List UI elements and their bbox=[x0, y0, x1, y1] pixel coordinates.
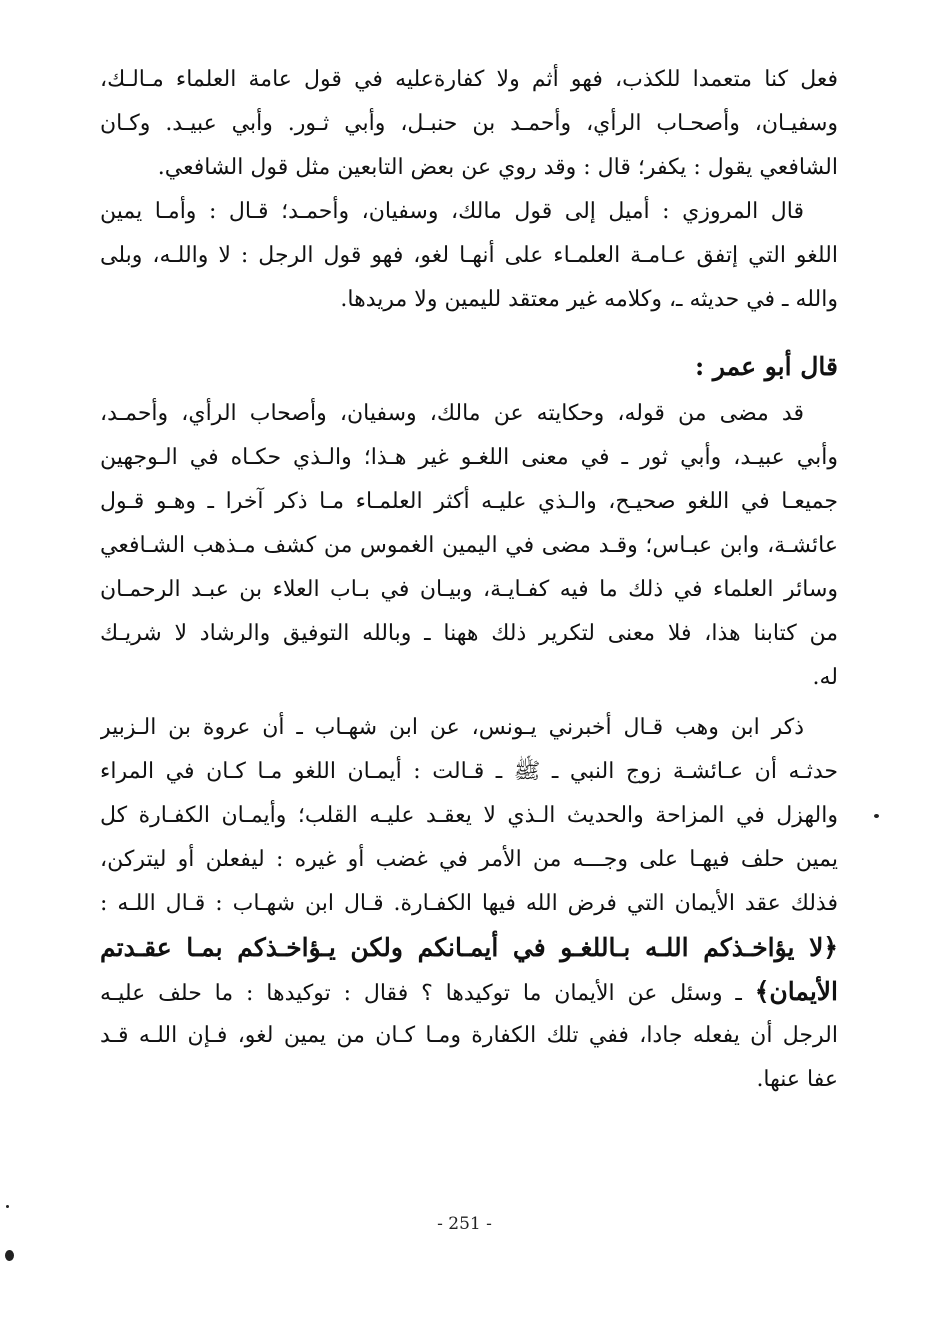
text-line: الرجل أن يفعله جادا، ففي تلك الكفارة ومـا كـان من يمين لغو، فـإن اللـه قـد bbox=[100, 1023, 838, 1048]
text-line: له. bbox=[812, 665, 838, 690]
paragraph-1 bbox=[100, 58, 838, 190]
scan-speck bbox=[874, 814, 879, 818]
scan-speck bbox=[6, 1205, 9, 1208]
section-heading: قال أبو عمر : bbox=[694, 352, 838, 381]
text-line: والهزل في المزاحة والحديث الـذي لا يعقـد عليـه القلب؛ وأيمـان الكفـارة كل bbox=[100, 803, 838, 828]
page-body bbox=[100, 58, 838, 1102]
text-span: ـ وسئل عن الأيمان ما توكيدها ؟ فقال : توكيدها : ما حلف عليـه bbox=[100, 981, 755, 1006]
text-line: وسفيـان، وأصحـاب الرأي، وأحمـد بن حنبـل، وأبي ثـور. وأبي عبيـد. وكـان bbox=[100, 111, 838, 136]
text-line: فعل كنا متعمدا للكذب، فهو أثم ولا كفارةعليه في قول عامة العلماء مـالـك، bbox=[100, 67, 838, 92]
paragraph-3 bbox=[100, 392, 838, 700]
text-line: ذكر ابن وهب قـال أخبرني يـونس، عن ابن شهـاب ـ أن عروة بن الـزبير bbox=[100, 715, 804, 740]
text-line: الشافعي يقول : يكفر؛ قال : وقد روي عن بعض التابعين مثل قول الشافعي. bbox=[157, 155, 838, 180]
paragraph-4 bbox=[100, 706, 838, 1102]
text-line: حدثـه أن عـائشـة زوج النبي ـ ﷺ ـ قـالت : أيمـان اللغو مـا كـان في المراء bbox=[100, 759, 838, 784]
text-line: والله ـ في حديثه ـ، وكلامه غير معتقد لليمين ولا مريدها. bbox=[340, 287, 838, 312]
paragraph-2 bbox=[100, 190, 838, 322]
text-line: عائشـة، وابن عبـاس؛ وقـد مضى في اليمين الغموس من كشف مـذهب الشـافعي bbox=[100, 533, 838, 558]
text-line: جميعـا في اللغو صحيـح، والـذي عليـه أكثر العلمـاء مـا ذكر آخرا ـ وهـو قـول bbox=[100, 489, 838, 514]
text-line: يمين حلف فيهـا على وجـــه من الأمر في غضب أو غيره : ليفعلن أو ليتركن، bbox=[100, 847, 838, 872]
page-number: - 251 - bbox=[437, 1214, 492, 1234]
text-line: اللغو التي إتفق عـامـة العلمـاء على أنهـا لغو، فهو قول الرجل : لا واللـه، وبلى bbox=[100, 243, 838, 268]
scan-speck bbox=[5, 1250, 14, 1261]
quran-verse-end: الأيمان﴾ bbox=[754, 977, 838, 1006]
text-line: عفا عنها. bbox=[756, 1067, 838, 1092]
text-line: قال المروزي : أميل إلى قول مالك، وسفيان، وأحمـد؛ قـال : وأمـا يمين bbox=[100, 199, 804, 224]
text-line bbox=[100, 970, 838, 1014]
text-line: من كتابنا هذا، فلا معنى لتكرير ذلك ههنا ـ وبالله التوفيق والرشاد لا شريـك bbox=[100, 621, 838, 646]
text-line: قد مضى من قوله، وحكايته عن مالك، وسفيان، وأصحاب الرأي، وأحمـد، bbox=[100, 401, 804, 426]
text-line: وأبي عبيـد، وأبي ثور ـ في معنى اللغـو غير هـذا؛ والـذي حكـاه في الـوجهين bbox=[100, 445, 838, 470]
quran-verse-line: ﴿لا يؤاخـذكم اللـه بـاللغـو في أيمـانكم ولكن يـؤاخـذكم بمـا عقـدتم bbox=[100, 933, 838, 962]
text-line: وسائر العلماء في ذلك ما فيه كفـايـة، وبيـان في بـاب العلاء بن عبـد الرحمـان bbox=[100, 577, 838, 602]
text-line: فذلك عقد الأيمان التي فرض الله فيها الكفـارة. قـال ابن شهـاب : قـال اللـه : bbox=[100, 891, 838, 916]
